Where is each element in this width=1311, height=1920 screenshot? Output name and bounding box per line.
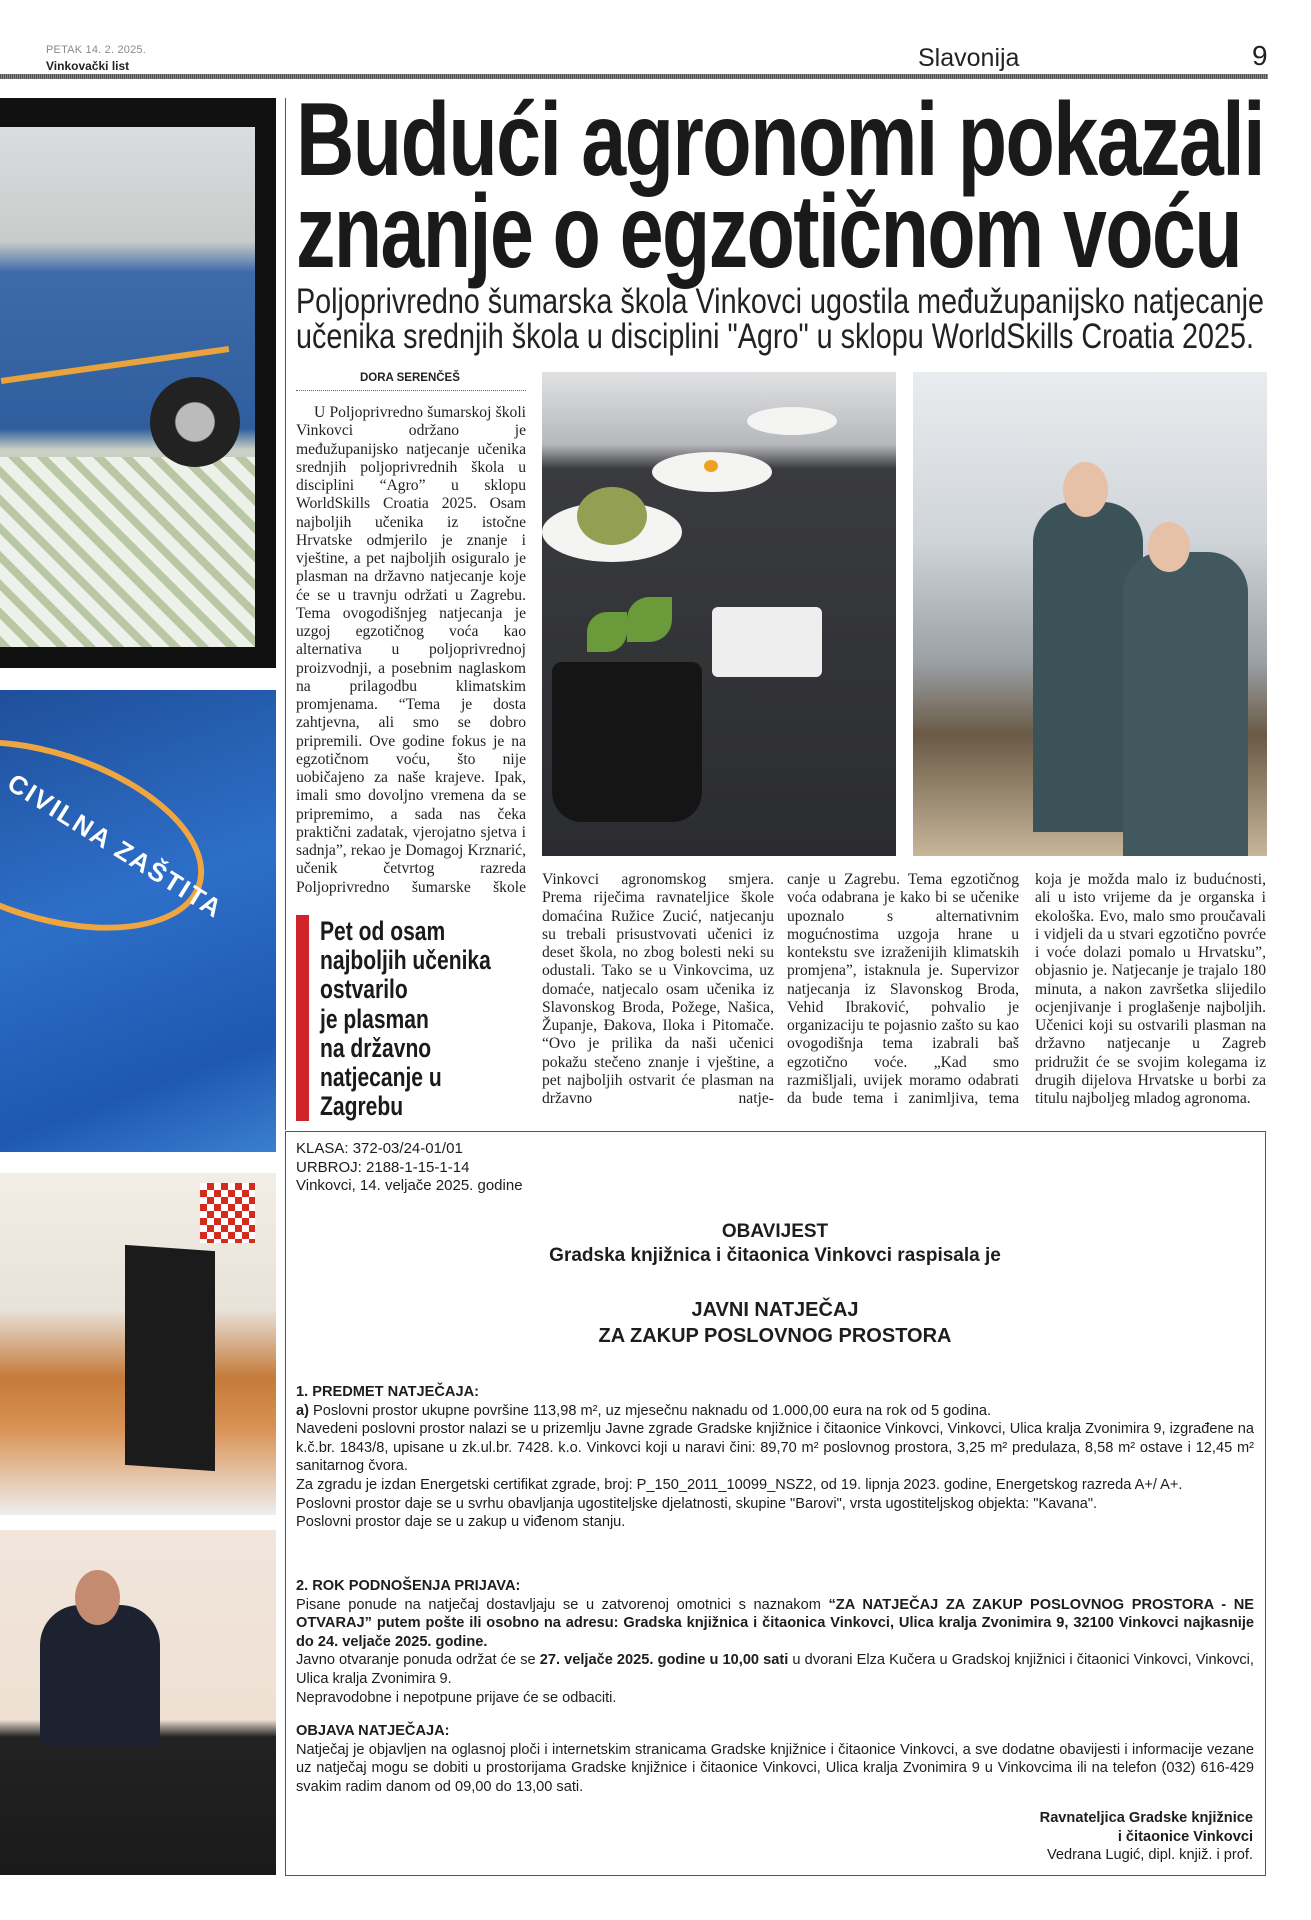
pull-quote-line: ostvarilo — [320, 974, 408, 1005]
public-notice-ad — [285, 1131, 1266, 1876]
photo-civil-protection-car — [0, 127, 255, 647]
pull-quote-line: na državno — [320, 1032, 432, 1063]
pull-quote-line: najboljih učenika — [320, 945, 491, 976]
paragraph-emphasis: “ZA NATJEČAJ ZA ZAKUP POSLOVNOG PROSTORA - NE OTVARAJ” putem pošte ili osobno na adresu: Gradska knjižnica i čitaonica Vinkovci, Ulica kralja Zvonimira 9, 32100 Vinkovci najkasnije do 24. veljače 2025. godine. — [296, 1596, 1254, 1650]
article-column: U Poljoprivredno šumarskoj školi Vinkovci održano je međužupanijsko natjecanje učenika srednjih poljoprivrednih škola u disciplini “Agro” u sklopu WorldSkills Croatia 2025. Osam najboljih učenika iz istočne Hrvatske odmjerilo je znanje i vještine, a pet najboljih osiguralo je plasman na državno natjecanje koje će se u travnju održati u Zagrebu. Tema ovogodišnjeg natjecanja je uzgoj egzotičnog voća kao alternativa u poljoprivrednoj proizvodnji, a posebnim naglaskom na prilagodbu klimatskim promjenama. “Tema je dosta zahtjevna, ali smo se dobro pripremili. Ove godine fokus je na egzotičnom voću, što nije uobičajeno za naše krajeve. Ipak, imali smo dovoljno vremena da se pripremimo, a sada nas čeka praktični zadatak, vjerojatno sjetva i sadnja”, rekao je Domagoj Krznarić, učenik četvrtog razreda Poljoprivredno šumarske škole — [296, 404, 526, 896]
byline-divider — [296, 390, 526, 391]
headline-line: znanje o egzotičnom voću — [296, 174, 1241, 290]
paragraph: Poslovni prostor ukupne površine 113,98 m², uz mjesečnu naknadu od 1.000,00 eura na rok od 5 godina. — [308, 1402, 992, 1419]
photo-civil-protection-emblem — [0, 690, 276, 1152]
notice-place-date: Vinkovci, 14. veljače 2025. godine — [296, 1177, 523, 1194]
paragraph: Pisane ponude na natječaj dostavljaju se u zatvorenoj omotnici s naznakom — [296, 1596, 829, 1613]
section-name: Slavonija — [918, 44, 1020, 72]
section-title: 1. PREDMET NATJEČAJA: — [296, 1384, 479, 1400]
article-subtitle — [296, 284, 1266, 354]
signature-title: i čitaonice Vinkovci — [1117, 1828, 1253, 1845]
item-label: a) — [296, 1402, 309, 1419]
section-title: OBJAVA NATJEČAJA: — [296, 1723, 450, 1739]
byline: DORA SERENČEŠ — [360, 372, 460, 384]
page-number: 9 — [1252, 40, 1268, 71]
notice-klasa: KLASA: 372-03/24-01/01 — [296, 1140, 463, 1157]
paragraph: u dvorani Elza Kučera u Gradskoj knjižnici i čitaonici Vinkovci, Vinkovci, Ulica kralja Zvonimira 9. — [296, 1652, 1254, 1687]
article-column: Vinkovci agronomskog smjera. Prema riječima ravnateljice škole domaćina Ružice Zucić, natjecanju su trebali prisustvovati učenici iz deset škola, no zbog bolesti neki su odustali. Tako se u Vinkovcima, uz domaće, natjecalo osam učenika iz Slavonskog Broda, Požege, Našica, Županje, Đakova, Iloka i Pitomače. “Ovo je prilika da naši učenici pokažu stečeno znanje i vještine, a pet najboljih ostvarit će plasman na državno natje- — [542, 871, 774, 1107]
photo-office-computers — [0, 1173, 276, 1515]
headline-line: Budući agronomi pokazali — [296, 82, 1264, 198]
paragraph: Navedeni poslovni prostor nalazi se u prizemlju Javne zgrade Gradske knjižnice i čitaonice Vinkovci, Vinkovci, Ulica kralja Zvonimira 9, izgrađene na k.č.br. 1843/8, upisane u zk.ul.br. 7428. k.o. Vinkovci koji u naravi čini: 89,70 m² poslovnog prostora, 3,25 m² predulaza, 8,58 m² ostave i 12,45 m² sanitarnog čvora. — [296, 1421, 1254, 1475]
notice-title: JAVNI NATJEČAJ — [691, 1299, 859, 1321]
pull-quote — [296, 915, 526, 1121]
issue-date: PETAK 14. 2. 2025. — [46, 44, 147, 56]
emblem-lettering: CIVILNA ZAŠTITA — [2, 767, 229, 925]
paragraph: Nepravodobne i nepotpune prijave će se odbaciti. — [296, 1689, 617, 1706]
notice-heading: OBAVIJEST — [721, 1221, 829, 1242]
pull-quote-bar — [296, 915, 309, 1121]
paragraph-emphasis: 27. veljače 2025. godine u 10,00 sati — [539, 1652, 789, 1669]
paragraph: Natječaj je objavljen na oglasnoj ploči i internetskim stranicama Gradske knjižnice i čitaonice Vinkovci, a sve dodatne obavijesti i informacije vezane uz natječaj mogu se dobiti u prostorijama Gradske knjižnice i čitaonice Vinkovci, Ulica kralja Zvonimira 9 u Vinkovcima ili na telefon (032) 616-429 svakim radim danom od 09,00 do 13,00 sati. — [296, 1741, 1254, 1795]
paragraph: Za zgradu je izdan Energetski certifikat zgrade, broj: P_150_2011_10099_NSZ2, od 19. lipnja 2023. godine, Energetskog razreda A+/ A+. — [296, 1476, 1183, 1493]
signature-title: Ravnateljica Gradske knjižnice — [1039, 1810, 1253, 1826]
header-rule — [0, 74, 1268, 79]
article-headline — [296, 82, 1266, 290]
article-column: koja je možda malo iz budućnosti, ali u isto vrijeme da je organska i ekološka. Evo, malo smo proučavali i vidjeli da u stvari egzotično povrće i voće dolazi pomalo u Hrvatsku”, objasnio je. Natjecanje je trajalo 180 minuta, a nakon završetka slijedilo ocjenjivanje i proglašenje najboljih. Učenici koji su ostvarili plasman na državno natjecanje u Zagreb pridružit će se svojim kolegama iz drugih dijelova Hrvatske u borbi za titulu najboljeg mladog agronoma. — [1035, 871, 1266, 1107]
signature-name: Vedrana Lugić, dipl. knjiž. i prof. — [1046, 1847, 1253, 1864]
photo-students-greenhouse — [913, 372, 1267, 856]
subtitle-line: Poljoprivredno šumarska škola Vinkovci ugostila međužupanijsko natjecanje — [296, 282, 1264, 321]
croatian-coat-of-arms — [200, 1183, 255, 1243]
notice-urbroj: URBROJ: 2188-1-15-1-14 — [296, 1158, 470, 1176]
photo-exotic-fruit-plants — [542, 372, 896, 856]
newspaper-name: Vinkovački list — [46, 59, 130, 73]
notice-signature — [1040, 1809, 1253, 1865]
notice-subheading: Gradska knjižnica i čitaonica Vinkovci raspisala je — [549, 1245, 1001, 1266]
paragraph: Javno otvaranje ponuda održat će se — [296, 1652, 540, 1669]
notice-section-deadline — [296, 1577, 1254, 1707]
article-column: canje u Zagrebu. Tema egzotičnog voća odabrana je kako bi se učenike upoznalo s alternativnim mogućnostima uzgoja hrane u kontekstu sve izraženijih klimatskih promjena”, istaknula je. Supervizor natjecanja iz Slavonskog Broda, Vehid Ibraković, pohvalio je organizaciju te pojasnio zašto su kao ovogodišnja tema izabrali baš egzotično voće. „Kad smo razmišljali, uvijek moramo odabrati da bude tema i zanimljiva, tema — [787, 871, 1019, 1107]
notice-title: ZA ZAKUP POSLOVNOG PROSTORA — [598, 1325, 952, 1347]
paragraph: Poslovni prostor daje se u zakup u viđenom stanju. — [296, 1514, 626, 1531]
pull-quote-line: Zagrebu — [320, 1091, 404, 1122]
pull-quote-line: Pet od osam — [320, 916, 446, 946]
pull-quote-line: je plasman — [320, 1003, 429, 1034]
notice-section-subject — [296, 1383, 1254, 1532]
photo-officer-at-desk — [0, 1530, 276, 1875]
subtitle-line: učenika srednjih škola u disciplini "Agro" u sklopu WorldSkills Croatia 2025. — [296, 317, 1254, 356]
section-title: 2. ROK PODNOŠENJA PRIJAVA: — [296, 1578, 521, 1594]
notice-section-publication — [296, 1722, 1254, 1796]
pull-quote-line: natjecanje u — [320, 1062, 442, 1093]
column-divider — [285, 98, 286, 1130]
paragraph: Poslovni prostor daje se u svrhu obavljanja ugostiteljske djelatnosti, skupine "Barovi", vrsta ugostiteljskog objekta: "Kavana". — [296, 1495, 1098, 1512]
